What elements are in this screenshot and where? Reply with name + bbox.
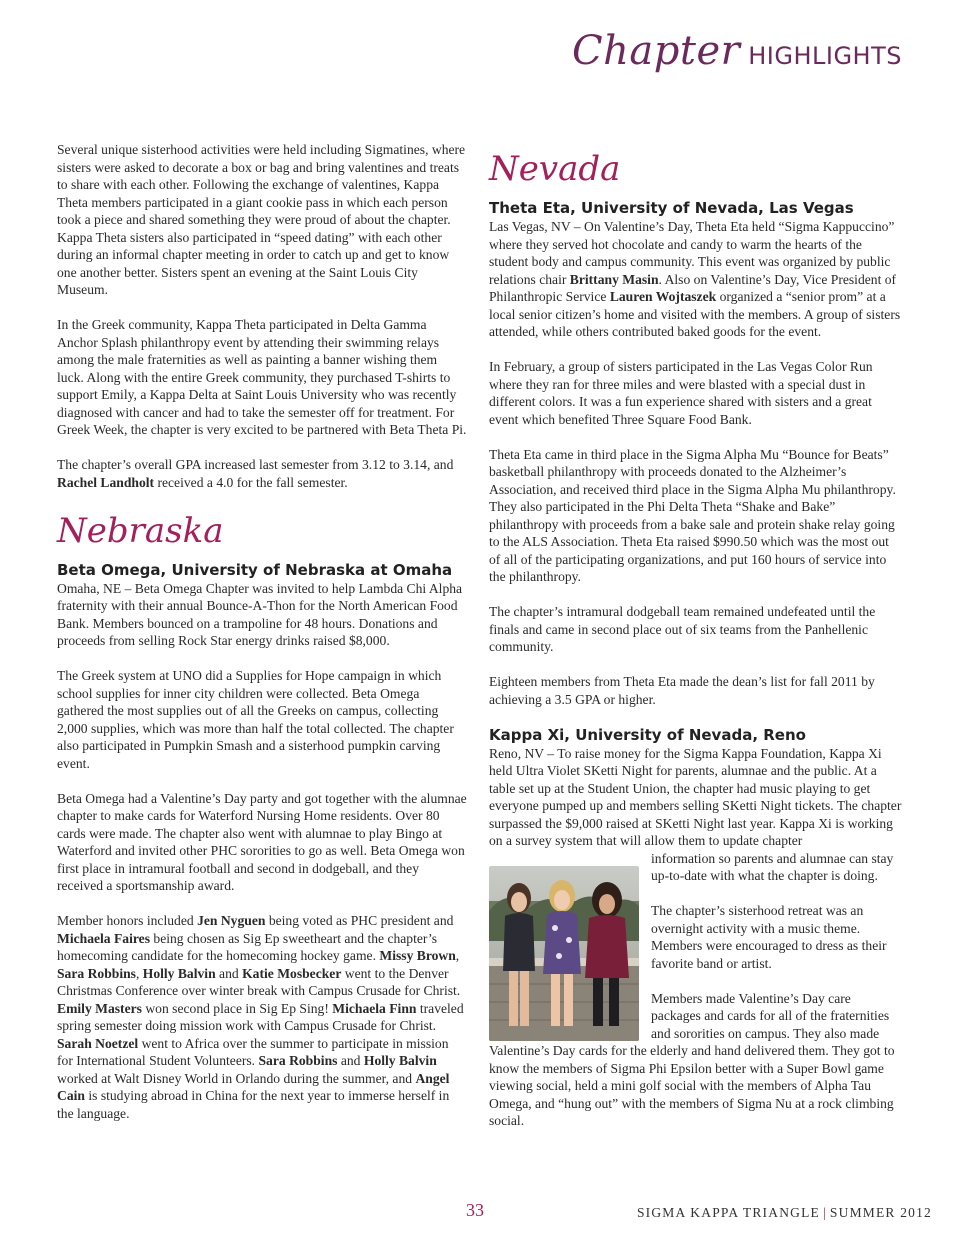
issue-label: SUMMER 2012 [829,1205,932,1220]
kappa-xi-title: Kappa Xi, University of Nevada, Reno [489,725,806,744]
kappa-xi-paragraph: Valentine’s Day cards for the elderly and hand delivered them. They got to know the members of Sigma Phi Epsilon better with a Super Bowl game viewing social, held a mini golf social with the members of Alpha Tau Omega, and “hung out” with the members of Sigma Nu at a rock climbing social. [489,1043,895,1128]
member-name: Sarah Noetzel [57,1035,139,1051]
page-header [572,28,902,74]
right-column [489,141,903,1147]
kappa-xi-paragraph: information so parents and alumnae can stay up-to-date with what the chapter is doing. [651,850,894,883]
photo-row [489,850,903,1043]
kappa-theta-paragraph: Several unique sisterhood activities were held including Sigmatines, where sisters were asked to decorate a box or bag and bring valentines and treats to share with each other. Following the exchange of valentines, Kappa Theta members participated in a giant cookie pass in which each person took a piece and shared something they were proud of about the chapter. Kappa Theta sisters also participated in “speed dating” with each other during an informal chapter meeting in order to catch up and get to know one another better. Sisters spent an evening at the Saint Louis City Museum. [57,142,466,297]
beta-omega-title: Beta Omega, University of Nebraska at Omaha [57,560,453,579]
theta-eta-title: Theta Eta, University of Nevada, Las Vegas [489,199,854,217]
beta-omega-paragraph: Omaha, NE – Beta Omega Chapter was invited to help Lambda Chi Alpha fraternity with their annual Bounce-A-Thon for the North American Food Bank. Members bounced on a trampoline for 48 hours. Donations and proceeds from selling Rock Star energy drinks raised $8,000. [57,580,463,648]
member-name: Brittany Masin [569,271,659,287]
member-name: Angel Cain [57,1070,450,1103]
member-name: Michaela Faires [57,930,150,946]
member-name: Lauren Wojtaszek [609,289,717,304]
magazine-title: SIGMA KAPPA TRIANGLE [636,1205,820,1220]
member-name: Missy Brown [379,948,456,963]
member-name: Holly Balvin [363,1053,437,1068]
theta-eta-paragraph: Eighteen members from Theta Eta made the dean’s list for fall 2011 by achieving a 3.5 GPA or higher. [489,674,875,707]
theta-eta-paragraph: Theta Eta came in third place in the Sigma Alpha Mu “Bounce for Beats” basketball philanthropy with proceeds donated to the Alzheimer’s Association, and received third place in the Sigma Alpha Mu philanthropy. They also participated in the Phi Delta Theta “Shake and Bake” philanthropy with proceeds from a bake sale and protein shake relay going to the ALS Association. Theta Eta raised $990.50 which was the most out of all of the participating organizations, and put 160 hours of service into the philanthropy. [489,446,896,584]
beta-omega-paragraph: The Greek system at UNO did a Supplies for Hope campaign in which school supplies for inner city children were collected. Beta Omega gathered the most supplies out of all the Greeks on campus, collecting 2,000 supplies, which was more than half the total collected. The chapter also participated in Pumpkin Smash and a sisterhood pumpkin carving event. [57,668,454,771]
kappa-xi-paragraph: Reno, NV – To raise money for the Sigma Kappa Foundation, Kappa Xi held Ultra Violet SKetti Night for parents, alumnae and the public. At a table set up at the Student Union, the chapter had music playing to get everyone pumped up and members selling SKetti Night tickets. The chapter surpassed the $9,000 raised at SKetti Night last year. Kappa Xi is working on a survey system that will allow them to update chapter [489,745,902,848]
member-name: Michaela Finn [332,1000,417,1016]
member-name: Sara Robbins [57,965,136,981]
member-name: Sara Robbins [258,1053,338,1068]
kappa-xi-paragraph: The chapter’s sisterhood retreat was an overnight activity with a music theme. Members were encouraged to dress as their favorite band or artist. [651,903,887,971]
kappa-theta-paragraph: In the Greek community, Kappa Theta participated in Delta Gamma Anchor Splash philanthropy event by attending their swimming relays among the male fraternities as well as painting a banner wishing them luck. Along with the entire Greek community, they purchased T-shirts to support Emily, a Kappa Delta at Saint Louis University who was recently diagnosed with cancer and had to take the semester off for treatment. For Greek Week, the chapter is very excited to be partnered with Beta Theta Pi. [57,317,467,437]
nevada-heading: Nevada [489,149,621,189]
theta-eta-paragraph: The chapter’s intramural dodgeball team remained undefeated until the finals and came in second place out of six teams from the Panhellenic community. [489,604,876,654]
gpa-paragraph: The chapter’s overall GPA increased last semester from 3.12 to 3.14, and Rachel Landholt received a 4.0 for the fall semester. [57,457,454,490]
header-script-word: Chapter [572,28,741,74]
left-column [57,141,467,1140]
theta-eta-paragraph: Las Vegas, NV – On Valentine’s Day, Theta Eta held “Sigma Kappuccino” where they served hot chocolate and candy to warm the hearts of the student body and campus community. This event was organized by public relations chair Brittany Masin. Also on Valentine’s Day, Vice President of Philanthropic Service Lauren Wojtaszek organized a “senior prom” at a local senior citizen’s home and visited with the members. A group of sisters attended, while others contributed baked goods for the event. [489,219,901,339]
nebraska-heading: Nebraska [57,510,224,551]
header-caps-word: HIGHLIGHTS [748,42,902,70]
member-name: Katie Mosbecker [242,965,342,981]
member-name: Holly Balvin [142,965,216,981]
member-name: Emily Masters [57,1000,142,1016]
theta-eta-paragraph: In February, a group of sisters participated in the Las Vegas Color Run where they ran for three miles and were blasted with a special dust in different colors. It was a fun experience shared with sisters and a great event which benefited Three Square Food Bank. [489,359,873,427]
kappa-xi-paragraph: Members made Valentine’s Day care packages and cards for all of the fraternities and sororities on campus. They also made [651,990,890,1041]
footer-separator: | [823,1205,827,1220]
beta-omega-paragraph: Beta Omega had a Valentine’s Day party and got together with the alumnae chapter to make cards for Waterford Nursing Home residents. Over 80 cards were made. The chapter also went with alumnae to play Bingo at Waterford and invited other PHC sororities to go as well. Beta Omega won first place in intramural football and second in dodgeball, and they received a sportsmanship award. [57,790,467,893]
member-honors-paragraph: Member honors included Jen Nyguen being voted as PHC president and Michaela Faires being chosen as Sig Ep sweetheart and the chapter’s homecoming candidate for the homecoming hockey game. Missy Brown, Sara Robbins, Holly Balvin and Katie Mosbecker went to the Denver Christmas Conference over winter break with Campus Crusade for Christ. Emily Masters won second place in Sig Ep Sing! Michaela Finn traveled spring semester doing mission work with Campus Crusade for Christ. Sarah Noetzel went to Africa over the summer to participate in mission for International Student Volunteers. Sara Robbins and Holly Balvin worked at Walt Disney World in Orlando during the summer, and Angel Cain is studying abroad in China for the next year to immerse herself in the language. [57,913,464,1121]
member-name: Rachel Landholt [57,474,155,490]
member-name: Jen Nyguen [197,913,266,928]
photo-side-text [651,850,903,1043]
sisters-photo [489,866,639,1041]
magazine-footer [637,1205,932,1221]
sisters-photo-image [489,866,639,1041]
page-number: 33 [466,1200,484,1220]
